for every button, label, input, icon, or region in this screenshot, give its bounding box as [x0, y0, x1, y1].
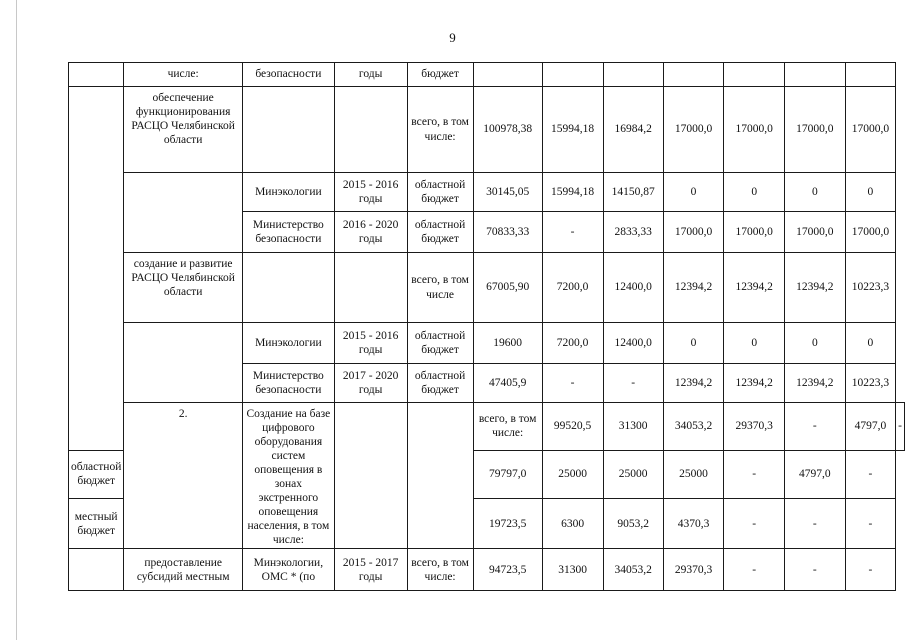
executor-cell: Министерство безопасности [242, 212, 334, 253]
value-cell: 25000 [542, 450, 603, 498]
period-cell: годы [334, 63, 407, 87]
source-cell: областной бюджет [69, 450, 124, 498]
value-cell: 0 [663, 323, 724, 364]
table-row [69, 63, 905, 87]
source-cell: бюджет [407, 63, 473, 87]
value-cell [785, 63, 846, 87]
value-cell: 0 [845, 173, 896, 212]
value-cell: 47405,9 [473, 364, 542, 403]
value-cell: 7200,0 [542, 253, 603, 323]
executor-cell: безопасности [242, 63, 334, 87]
value-cell: 17000,0 [663, 212, 724, 253]
name-cell: обеспечение функционирования РАСЦО Челябинской области [124, 87, 243, 173]
page-number: 9 [449, 30, 456, 45]
period-cell: 2016 - 2020 годы [334, 212, 407, 253]
executor-cell: Минэкологии, ОМС * (по [242, 549, 334, 591]
name-cell: Создание на базе цифрового оборудования систем оповещения в зонах экстренного оповещения населения, в том числе: [242, 403, 334, 549]
value-cell: 17000,0 [845, 87, 896, 173]
value-cell: 16984,2 [603, 87, 663, 173]
value-cell: 0 [785, 323, 846, 364]
row-number-cell [69, 63, 124, 87]
table-row [69, 323, 905, 364]
source-cell: областной бюджет [407, 364, 473, 403]
page-margin-line [16, 0, 17, 640]
value-cell [845, 63, 896, 87]
source-cell: всего, в том числе [407, 253, 473, 323]
value-cell: 0 [845, 323, 896, 364]
value-cell [473, 63, 542, 87]
table-row [69, 253, 905, 323]
value-cell: 17000,0 [663, 87, 724, 173]
source-cell: всего, в том числе: [473, 403, 542, 451]
executor-cell: Минэкологии [242, 173, 334, 212]
budget-table [68, 62, 905, 591]
table-row [69, 403, 905, 451]
value-cell [603, 63, 663, 87]
executor-cell [334, 403, 407, 549]
value-cell: 0 [724, 173, 785, 212]
period-cell: 2015 - 2016 годы [334, 173, 407, 212]
value-cell: 99520,5 [542, 403, 603, 451]
source-cell: местный бюджет [69, 498, 124, 548]
value-cell: 12394,2 [663, 253, 724, 323]
value-cell: 25000 [663, 450, 724, 498]
source-cell: областной бюджет [407, 212, 473, 253]
value-cell [542, 63, 603, 87]
value-cell: - [785, 403, 846, 451]
source-cell: всего, в том числе: [407, 87, 473, 173]
period-cell [334, 87, 407, 173]
period-cell: 2015 - 2017 годы [334, 549, 407, 591]
value-cell: 4797,0 [845, 403, 896, 451]
value-cell: 0 [724, 323, 785, 364]
table-row [69, 87, 905, 173]
name-cell [124, 323, 243, 403]
value-cell: 0 [663, 173, 724, 212]
period-cell: 2017 - 2020 годы [334, 364, 407, 403]
value-cell: 14150,87 [603, 173, 663, 212]
value-cell: 17000,0 [785, 87, 846, 173]
value-cell: - [724, 450, 785, 498]
value-cell: - [724, 549, 785, 591]
value-cell: 100978,38 [473, 87, 542, 173]
value-cell: 19723,5 [473, 498, 542, 548]
source-cell: всего, в том числе: [407, 549, 473, 591]
value-cell: 15994,18 [542, 87, 603, 173]
period-cell: 2015 - 2016 годы [334, 323, 407, 364]
value-cell: 94723,5 [473, 549, 542, 591]
executor-cell: Министерство безопасности [242, 364, 334, 403]
value-cell: 17000,0 [724, 87, 785, 173]
value-cell: 17000,0 [785, 212, 846, 253]
value-cell: - [785, 549, 846, 591]
value-cell: 12394,2 [785, 253, 846, 323]
value-cell: - [724, 498, 785, 548]
value-cell: 31300 [603, 403, 663, 451]
name-cell: предоставление субсидий местным [124, 549, 243, 591]
value-cell: 7200,0 [542, 323, 603, 364]
value-cell: 19600 [473, 323, 542, 364]
value-cell: 34053,2 [603, 549, 663, 591]
value-cell: 67005,90 [473, 253, 542, 323]
value-cell: 10223,3 [845, 253, 896, 323]
value-cell: 4370,3 [663, 498, 724, 548]
value-cell: 12400,0 [603, 253, 663, 323]
value-cell: 70833,33 [473, 212, 542, 253]
table-row [69, 549, 905, 591]
value-cell: - [845, 450, 896, 498]
value-cell: - [785, 498, 846, 548]
value-cell: - [845, 549, 896, 591]
value-cell: 15994,18 [542, 173, 603, 212]
period-cell [407, 403, 473, 549]
value-cell: 29370,3 [663, 549, 724, 591]
value-cell: 6300 [542, 498, 603, 548]
name-cell: создание и развитие РАСЦО Челябинской области [124, 253, 243, 323]
row-number-cell: 2. [124, 403, 243, 549]
value-cell: 17000,0 [724, 212, 785, 253]
executor-cell: Минэкологии [242, 323, 334, 364]
value-cell: 34053,2 [663, 403, 724, 451]
value-cell: - [542, 364, 603, 403]
value-cell: 29370,3 [724, 403, 785, 451]
value-cell: 10223,3 [845, 364, 896, 403]
row-number-cell [69, 87, 124, 451]
value-cell: - [542, 212, 603, 253]
value-cell: 2833,33 [603, 212, 663, 253]
row-number-cell [69, 549, 124, 591]
name-cell [124, 173, 243, 253]
period-cell [334, 253, 407, 323]
value-cell: 12400,0 [603, 323, 663, 364]
value-cell: 31300 [542, 549, 603, 591]
value-cell: 12394,2 [663, 364, 724, 403]
name-cell: числе: [124, 63, 243, 87]
value-cell: 0 [785, 173, 846, 212]
value-cell: - [845, 498, 896, 548]
value-cell: 25000 [603, 450, 663, 498]
source-cell: областной бюджет [407, 173, 473, 212]
value-cell: 12394,2 [724, 364, 785, 403]
value-cell: 9053,2 [603, 498, 663, 548]
value-cell: - [603, 364, 663, 403]
value-cell [663, 63, 724, 87]
value-cell: 17000,0 [845, 212, 896, 253]
source-cell: областной бюджет [407, 323, 473, 364]
executor-cell [242, 253, 334, 323]
value-cell: 30145,05 [473, 173, 542, 212]
value-cell: 79797,0 [473, 450, 542, 498]
value-cell: 12394,2 [785, 364, 846, 403]
table-row [69, 173, 905, 212]
executor-cell [242, 87, 334, 173]
value-cell: 4797,0 [785, 450, 846, 498]
value-cell: 12394,2 [724, 253, 785, 323]
value-cell [724, 63, 785, 87]
value-cell: - [896, 403, 905, 451]
